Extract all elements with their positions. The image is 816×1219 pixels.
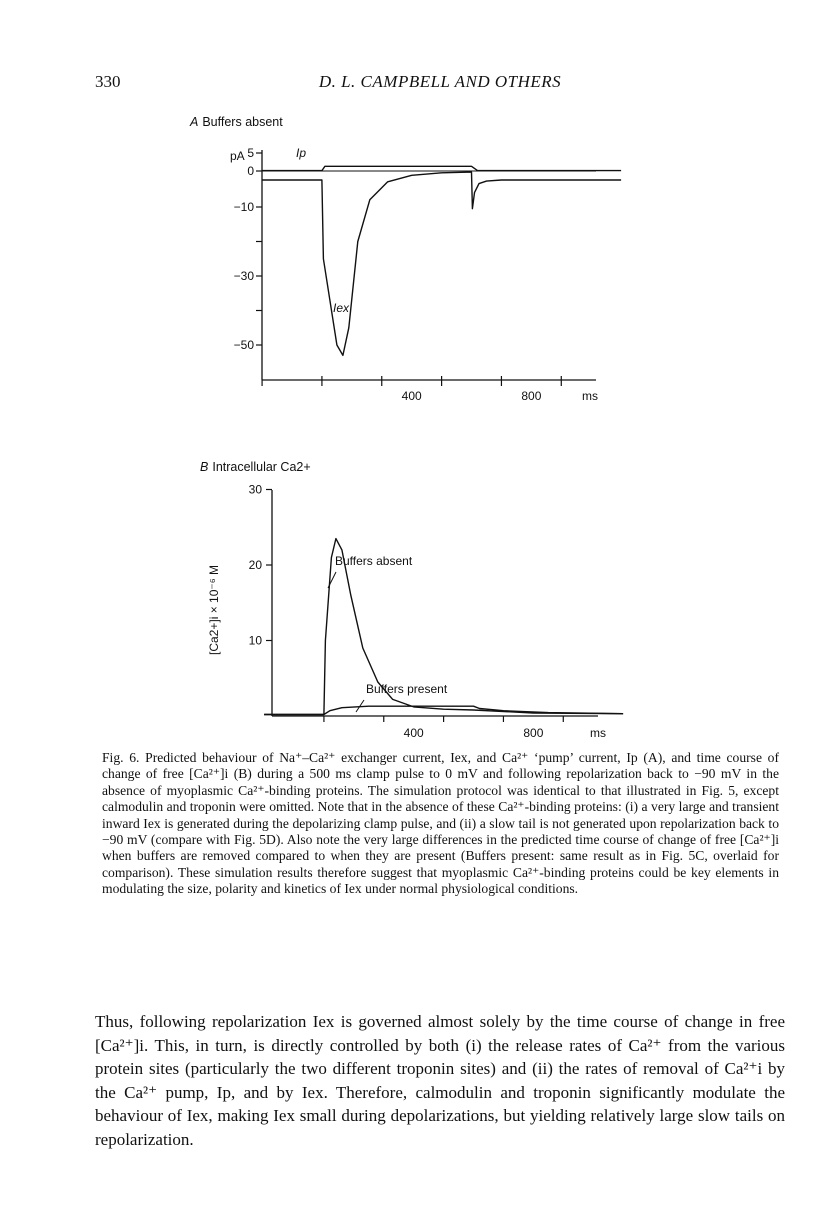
panel-a-x-tick-label: 400 [401, 389, 422, 403]
panel-a-y-tick-label: 0 [247, 164, 254, 178]
panel-a-y-tick-label: 5 [247, 146, 254, 160]
figure-caption [102, 750, 779, 898]
body-paragraph [95, 1010, 785, 1151]
panel-a-x-unit: ms [582, 389, 598, 403]
panel-a-unit-label: pA [230, 149, 245, 163]
panel-b-y-tick-label: 10 [248, 633, 262, 648]
caption-fig-label: Fig. 6. [102, 750, 140, 765]
panel-b-title-text: Intracellular Ca2+ [212, 460, 311, 474]
panel-b-x-unit: ms [590, 726, 606, 740]
panel-a-x-tick-label: 800 [521, 389, 542, 403]
panel-b-y-tick-label: 20 [248, 558, 262, 572]
buffers-present-annotation: Buffers present [366, 682, 448, 696]
panel-b-x-tick-label: 800 [523, 726, 544, 740]
iex-trace [262, 172, 621, 355]
panel-a-y-tick-label: −10 [233, 200, 254, 214]
body-paragraph-text: Thus, following repolarization Iex is governed almost solely by the time course of change in free [Ca²⁺]i. This, in turn, is directly controlled by both (i) the release rates of Ca²⁺ from the various protein sites (particularly the two different troponin sites) and (ii) the rates of removal of Ca²⁺i by the Ca²⁺ pump, Ip, and by Iex. Therefore, calmodulin and troponin significantly modulate the behaviour of Iex, making Iex small during depolarizations, but yielding relatively large slow tails on repolarization. [95, 1012, 785, 1149]
caption-text: Predicted behaviour of Na⁺–Ca²⁺ exchanger current, Iex, and Ca²⁺ ‘pump’ current, Ip (A), and time course of change of free [Ca²⁺]i (B) during a 500 ms clamp pulse to 0 mV and following repolarization back to −90 mV in the absence of myoplasmic Ca²⁺-binding proteins. The simulation protocol was identical to that illustrated in Fig. 5, except calmodulin and troponin were omitted. Note that in the absence of these Ca²⁺-binding proteins: (i) a very large and transient inward Iex is generated during the depolarizing clamp pulse, and (ii) a slow tail is not generated upon repolarization back to −90 mV (compare with Fig. 5D). Also note the very large differences in the predicted time course of change of free [Ca²⁺]i when buffers are removed compared to when they are present (Buffers present: same result as in Fig. 5C, overlaid for comparison). These simulation results therefore suggest that myoplasmic Ca²⁺-binding proteins could be key elements in modulating the size, polarity and kinetics of Iex under normal physiological conditions. [102, 750, 779, 897]
ip-trace-label: Ip [296, 146, 307, 160]
ip-trace [262, 166, 621, 170]
buffers-absent-annotation: Buffers absent [335, 554, 413, 568]
panel-b-y-label: [Ca2+]i × 10⁻⁶ M [207, 565, 221, 655]
iex-trace-label: Iex [333, 301, 350, 315]
panel-b-letter: B [200, 460, 209, 474]
page-number: 330 [95, 72, 121, 91]
buffers-present-trace [264, 706, 623, 714]
running-head: D. L. CAMPBELL AND OTHERS [318, 72, 562, 91]
panel-a-title-text: Buffers absent [202, 115, 283, 129]
panel-b-x-tick-label: 400 [403, 726, 424, 740]
panel-a-y-tick-label: −30 [233, 269, 254, 283]
panel-a-letter: A [190, 115, 199, 129]
panel-b-y-tick-label: 30 [248, 482, 262, 497]
panel-a-y-tick-label: −50 [233, 338, 254, 352]
